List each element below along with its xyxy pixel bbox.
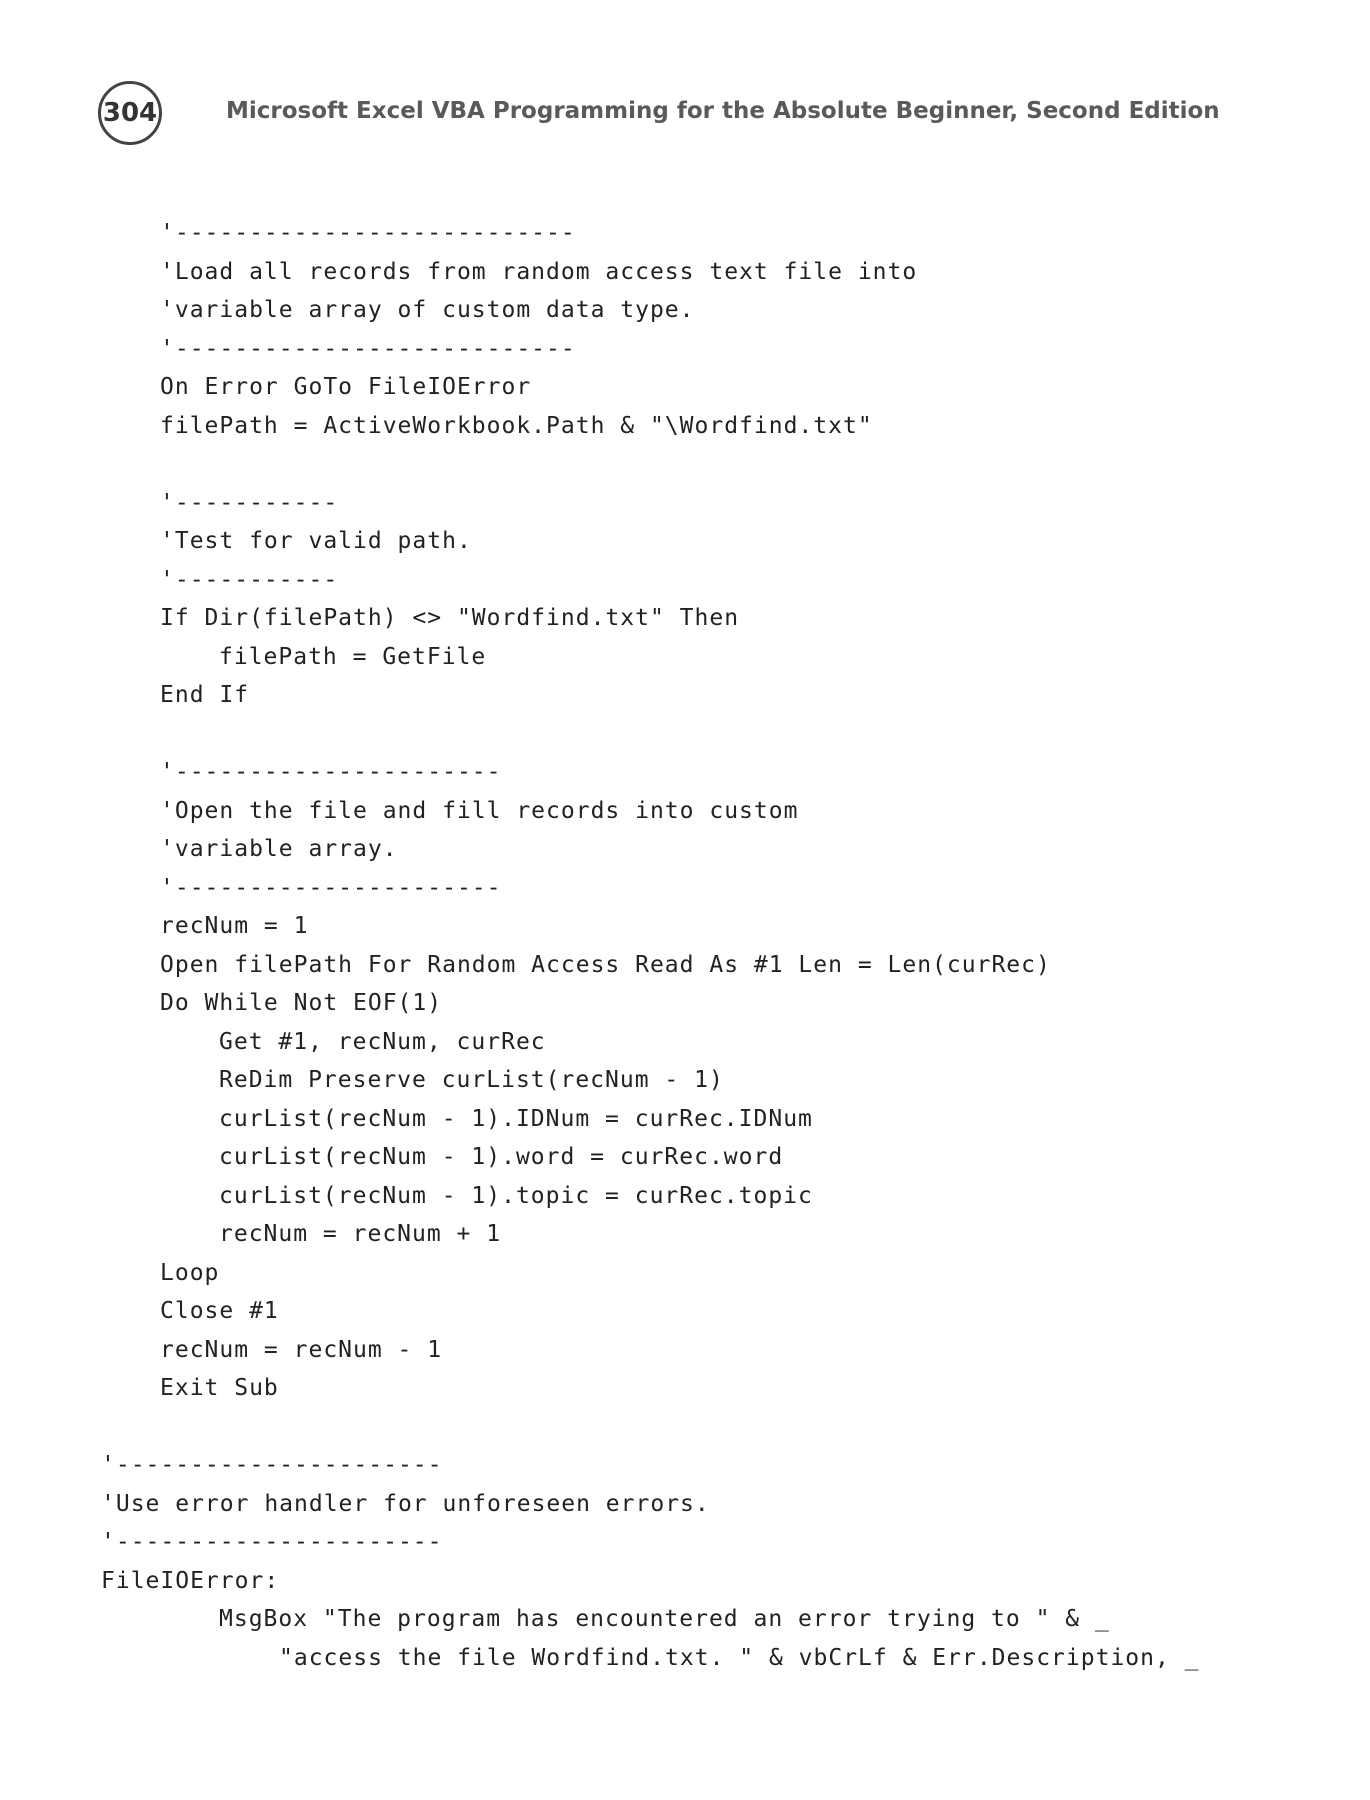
code-line: '---------------------- xyxy=(101,1529,443,1555)
code-line: End If xyxy=(160,682,250,708)
code-line xyxy=(0,1408,1370,1447)
code-line: '---------------------- xyxy=(101,1452,443,1478)
code-line: recNum = recNum + 1 xyxy=(219,1221,502,1247)
code-line: ReDim Preserve curList(recNum - 1) xyxy=(219,1067,724,1093)
code-line: Loop xyxy=(160,1259,220,1286)
code-line: On Error GoTo FileIOError xyxy=(160,374,532,400)
code-line: recNum = 1 xyxy=(160,913,309,939)
code-line: MsgBox "The program has encountered an error trying to " & _ xyxy=(219,1606,1110,1632)
code-line: filePath = ActiveWorkbook.Path & "\Wordfind.txt" xyxy=(160,412,873,439)
page-header xyxy=(98,78,1220,148)
code-line: 'Test for valid path. xyxy=(160,528,472,554)
code-line: '---------------------- xyxy=(160,874,502,901)
code-line: Close #1 xyxy=(160,1298,279,1324)
code-line: If Dir(filePath) <> "Wordfind.txt" Then xyxy=(160,605,740,631)
code-line: Do While Not EOF(1) xyxy=(160,990,443,1016)
code-line xyxy=(0,445,1370,484)
page-number-badge: 304 xyxy=(98,81,162,145)
code-line: '--------------------------- xyxy=(160,220,576,246)
code-line: Open filePath For Random Access Read As #1 Len = Len(curRec) xyxy=(160,951,1051,978)
code-line: curList(recNum - 1).IDNum = curRec.IDNum xyxy=(219,1105,813,1132)
code-line: '----------- xyxy=(160,566,339,593)
code-line xyxy=(0,715,1370,754)
code-line: 'Open the file and fill records into custom xyxy=(160,797,799,824)
code-line: 'variable array of custom data type. xyxy=(160,297,695,323)
code-line: Get #1, recNum, curRec xyxy=(219,1028,546,1055)
code-line: 'Use error handler for unforeseen errors. xyxy=(101,1490,710,1517)
code-line: 'Load all records from random access text file into xyxy=(160,258,918,285)
code-line: 'variable array. xyxy=(160,836,398,862)
code-line: FileIOError: xyxy=(101,1567,280,1594)
code-listing xyxy=(0,214,1370,1677)
code-line: "access the file Wordfind.txt. " & vbCrLf & Err.Description, _ xyxy=(279,1644,1200,1671)
code-line: '----------- xyxy=(160,489,339,516)
code-line: '--------------------------- xyxy=(160,335,576,362)
code-line: recNum = recNum - 1 xyxy=(160,1336,443,1363)
code-line: curList(recNum - 1).word = curRec.word xyxy=(219,1144,784,1170)
code-line: filePath = GetFile xyxy=(219,643,487,670)
code-line: '---------------------- xyxy=(160,759,502,785)
code-line: curList(recNum - 1).topic = curRec.topic xyxy=(219,1182,813,1209)
book-title: Microsoft Excel VBA Programming for the Absolute Beginner, Second Edition xyxy=(226,98,1220,124)
code-line: Exit Sub xyxy=(160,1375,279,1401)
